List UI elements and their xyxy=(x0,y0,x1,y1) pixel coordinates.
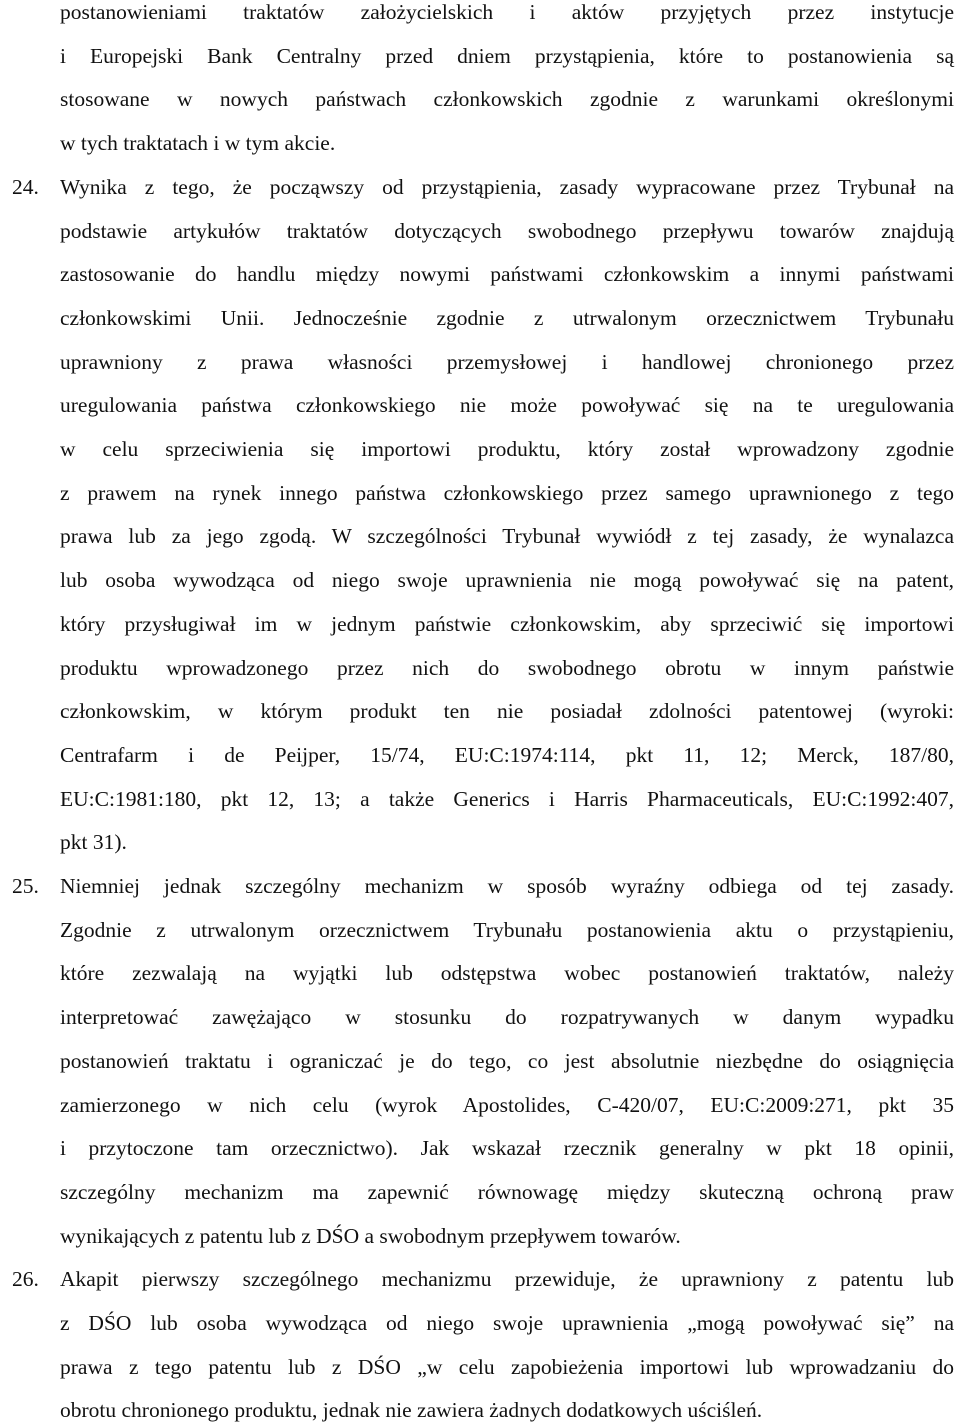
text-line: w celu sprzeciwienia się importowi produktu, który został wprowadzony zgodnie xyxy=(60,437,954,461)
paragraph-number: 25. xyxy=(12,874,39,898)
text-line: lub osoba wywodząca od niego swoje uprawnienia nie mogą powoływać się na patent, xyxy=(60,568,954,593)
text-line: z prawem na rynek innego państwa członkowskiego przez samego uprawnionego z tego xyxy=(60,480,954,505)
text-line: Wynika z tego, że począwszy od przystąpienia, zasady wypracowane przez Trybunał na xyxy=(60,174,954,199)
text-line: które zezwalają na wyjątki lub odstępstwa wobec postanowień traktatów, należy xyxy=(60,961,954,986)
text-line: i Europejski Bank Centralny przed dniem przystąpienia, które to postanowienia są xyxy=(60,43,954,68)
text-line: uprawniony z prawa własności przemysłowej i handlowej chronionego przez xyxy=(60,349,954,374)
paragraph-number: 24. xyxy=(12,174,39,199)
text-line: postanowień traktatu i ograniczać je do tego, co jest absolutnie niezbędne do osiągnięcia xyxy=(60,1048,954,1073)
text-line: członkowskim, w którym produkt ten nie posiadał zdolności patentowej (wyroki: xyxy=(60,699,954,724)
text-line: postanowieniami traktatów założycielskich i aktów przyjętych przez instytucje xyxy=(60,0,954,24)
text-line: interpretować zawężająco w stosunku do rozpatrywanych w danym wypadku xyxy=(60,1005,954,1030)
text-line: uregulowania państwa członkowskiego nie może powoływać się na te uregulowania xyxy=(60,393,954,418)
text-line: EU:C:1981:180, pkt 12, 13; a także Generics i Harris Pharmaceuticals, EU:C:1992:407, xyxy=(60,786,954,811)
text-line: obrotu chronionego produktu, jednak nie zawiera żadnych dodatkowych uściśleń. xyxy=(60,1398,763,1423)
text-line: z DŚO lub osoba wywodząca od niego swoje uprawnienia „mogą powoływać się” na xyxy=(60,1311,954,1335)
text-line: szczególny mechanizm ma zapewnić równowagę między skuteczną ochroną praw xyxy=(60,1179,954,1204)
text-line: zastosowanie do handlu między nowymi państwami członkowskim a innymi państwami xyxy=(60,262,954,287)
text-line: Niemniej jednak szczególny mechanizm w sposób wyraźny odbiega od tej zasady. xyxy=(60,874,954,898)
text-line: Zgodnie z utrwalonym orzecznictwem Trybunału postanowienia aktu o przystąpieniu, xyxy=(60,917,954,942)
text-line: w tych traktatach i w tym akcie. xyxy=(60,131,336,156)
paragraph-number: 26. xyxy=(12,1267,39,1292)
text-line: Centrafarm i de Peijper, 15/74, EU:C:1974:114, pkt 11, 12; Merck, 187/80, xyxy=(60,742,954,767)
text-line: członkowskimi Unii. Jednocześnie zgodnie z utrwalonym orzecznictwem Trybunału xyxy=(60,305,954,330)
text-line: Akapit pierwszy szczególnego mechanizmu przewiduje, że uprawniony z patentu lub xyxy=(60,1267,954,1292)
text-line: podstawie artykułów traktatów dotyczących swobodnego przepływu towarów znajdują xyxy=(60,218,954,243)
text-line: prawa lub za jego zgodą. W szczególności Trybunał wywiódł z tej zasady, że wynalazca xyxy=(60,524,954,549)
text-line: produktu wprowadzonego przez nich do swobodnego obrotu w innym państwie xyxy=(60,655,954,680)
text-line: prawa z tego patentu lub z DŚO „w celu zapobieżenia importowi lub wprowadzaniu do xyxy=(60,1354,954,1379)
text-line: zamierzonego w nich celu (wyrok Apostolides, C-420/07, EU:C:2009:271, pkt 35 xyxy=(60,1092,954,1117)
text-line: pkt 31). xyxy=(60,830,127,855)
text-line: który przysługiwał im w jednym państwie członkowskim, aby sprzeciwić się importowi xyxy=(60,611,954,636)
text-line: i przytoczone tam orzecznictwo). Jak wskazał rzecznik generalny w pkt 18 opinii, xyxy=(60,1136,954,1161)
text-line: stosowane w nowych państwach członkowskich zgodnie z warunkami określonymi xyxy=(60,87,954,112)
text-line: wynikających z patentu lub z DŚO a swobodnym przepływem towarów. xyxy=(60,1223,681,1248)
